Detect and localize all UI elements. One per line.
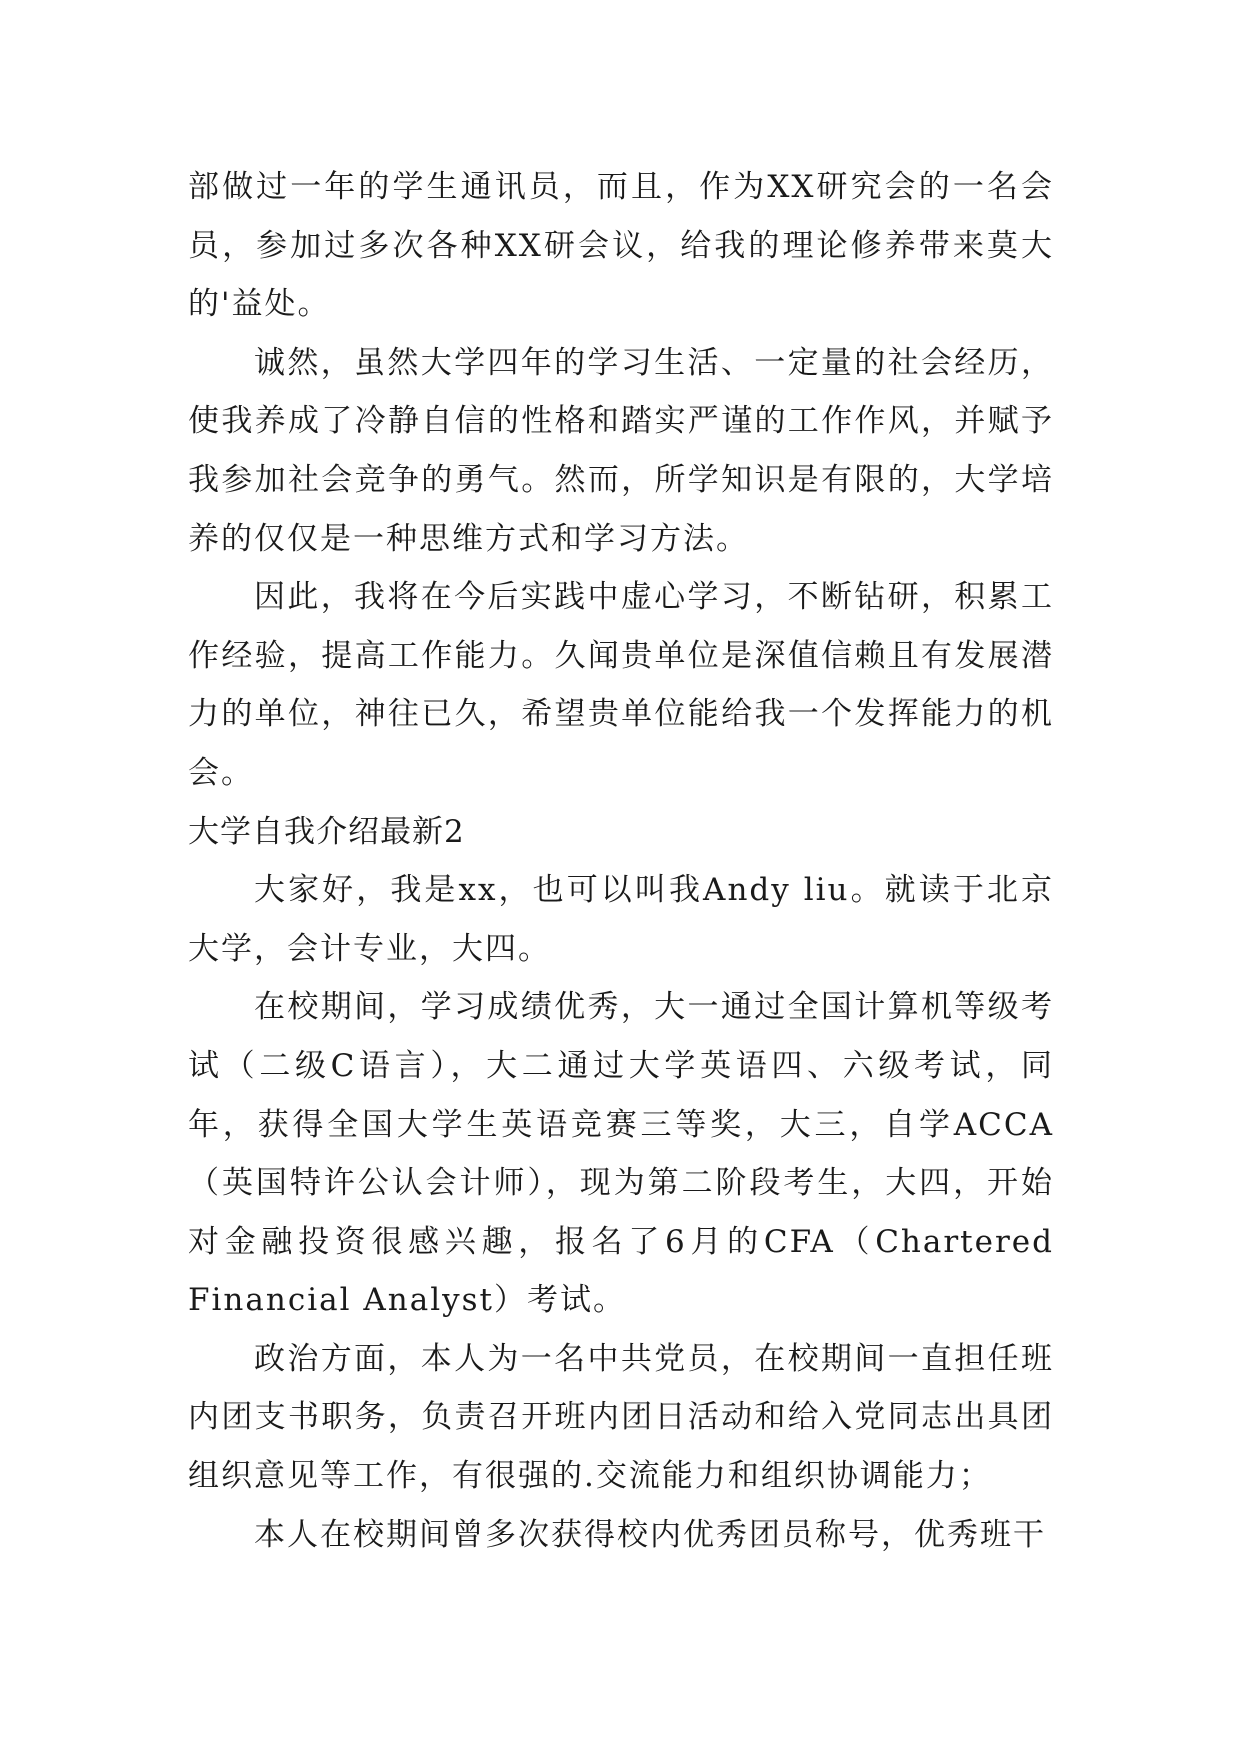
paragraph: 因此，我将在今后实践中虚心学习，不断钻研，积累工作经验，提高工作能力。久闻贵单位是深值信赖且有发展潜力的单位，神往已久，希望贵单位能给我一个发挥能力的机会。 [188, 579, 1054, 791]
paragraph: 诚然，虽然大学四年的学习生活、一定量的社会经历，使我养成了冷静自信的性格和踏实严谨的工作作风，并赋予我参加社会竞争的勇气。然而，所学知识是有限的，大学培养的仅仅是一种思维方式和学习方法。 [188, 344, 1054, 557]
paragraph: 大家好，我是xx，也可以叫我Andy liu。就读于北京大学，会计专业，大四。 [188, 872, 1054, 967]
paragraph: 本人在校期间曾多次获得校内优秀团员称号，优秀班干 [254, 1516, 1046, 1553]
paragraph: 在校期间，学习成绩优秀，大一通过全国计算机等级考试（二级C语言），大二通过大学英语四、六级考试，同年，获得全国大学生英语竞赛三等奖，大三，自学ACCA（英国特许公认会计师），现为第二阶段考生，大四，开始对金融投资很感兴趣，报名了6月的CFA（Chartered Financial Analyst）考试。 [188, 989, 1054, 1319]
document-body [188, 158, 1054, 1564]
paragraph-continued: 部做过一年的学生通讯员，而且，作为XX研究会的一名会员，参加过多次各种XX研会议，给我的理论修养带来莫大的'益处。 [188, 169, 1054, 323]
paragraph: 政治方面，本人为一名中共党员，在校期间一直担任班内团支书职务，负责召开班内团日活动和给入党同志出具团组织意见等工作，有很强的.交流能力和组织协调能力； [188, 1340, 1054, 1495]
section-heading: 大学自我介绍最新2 [188, 813, 465, 850]
